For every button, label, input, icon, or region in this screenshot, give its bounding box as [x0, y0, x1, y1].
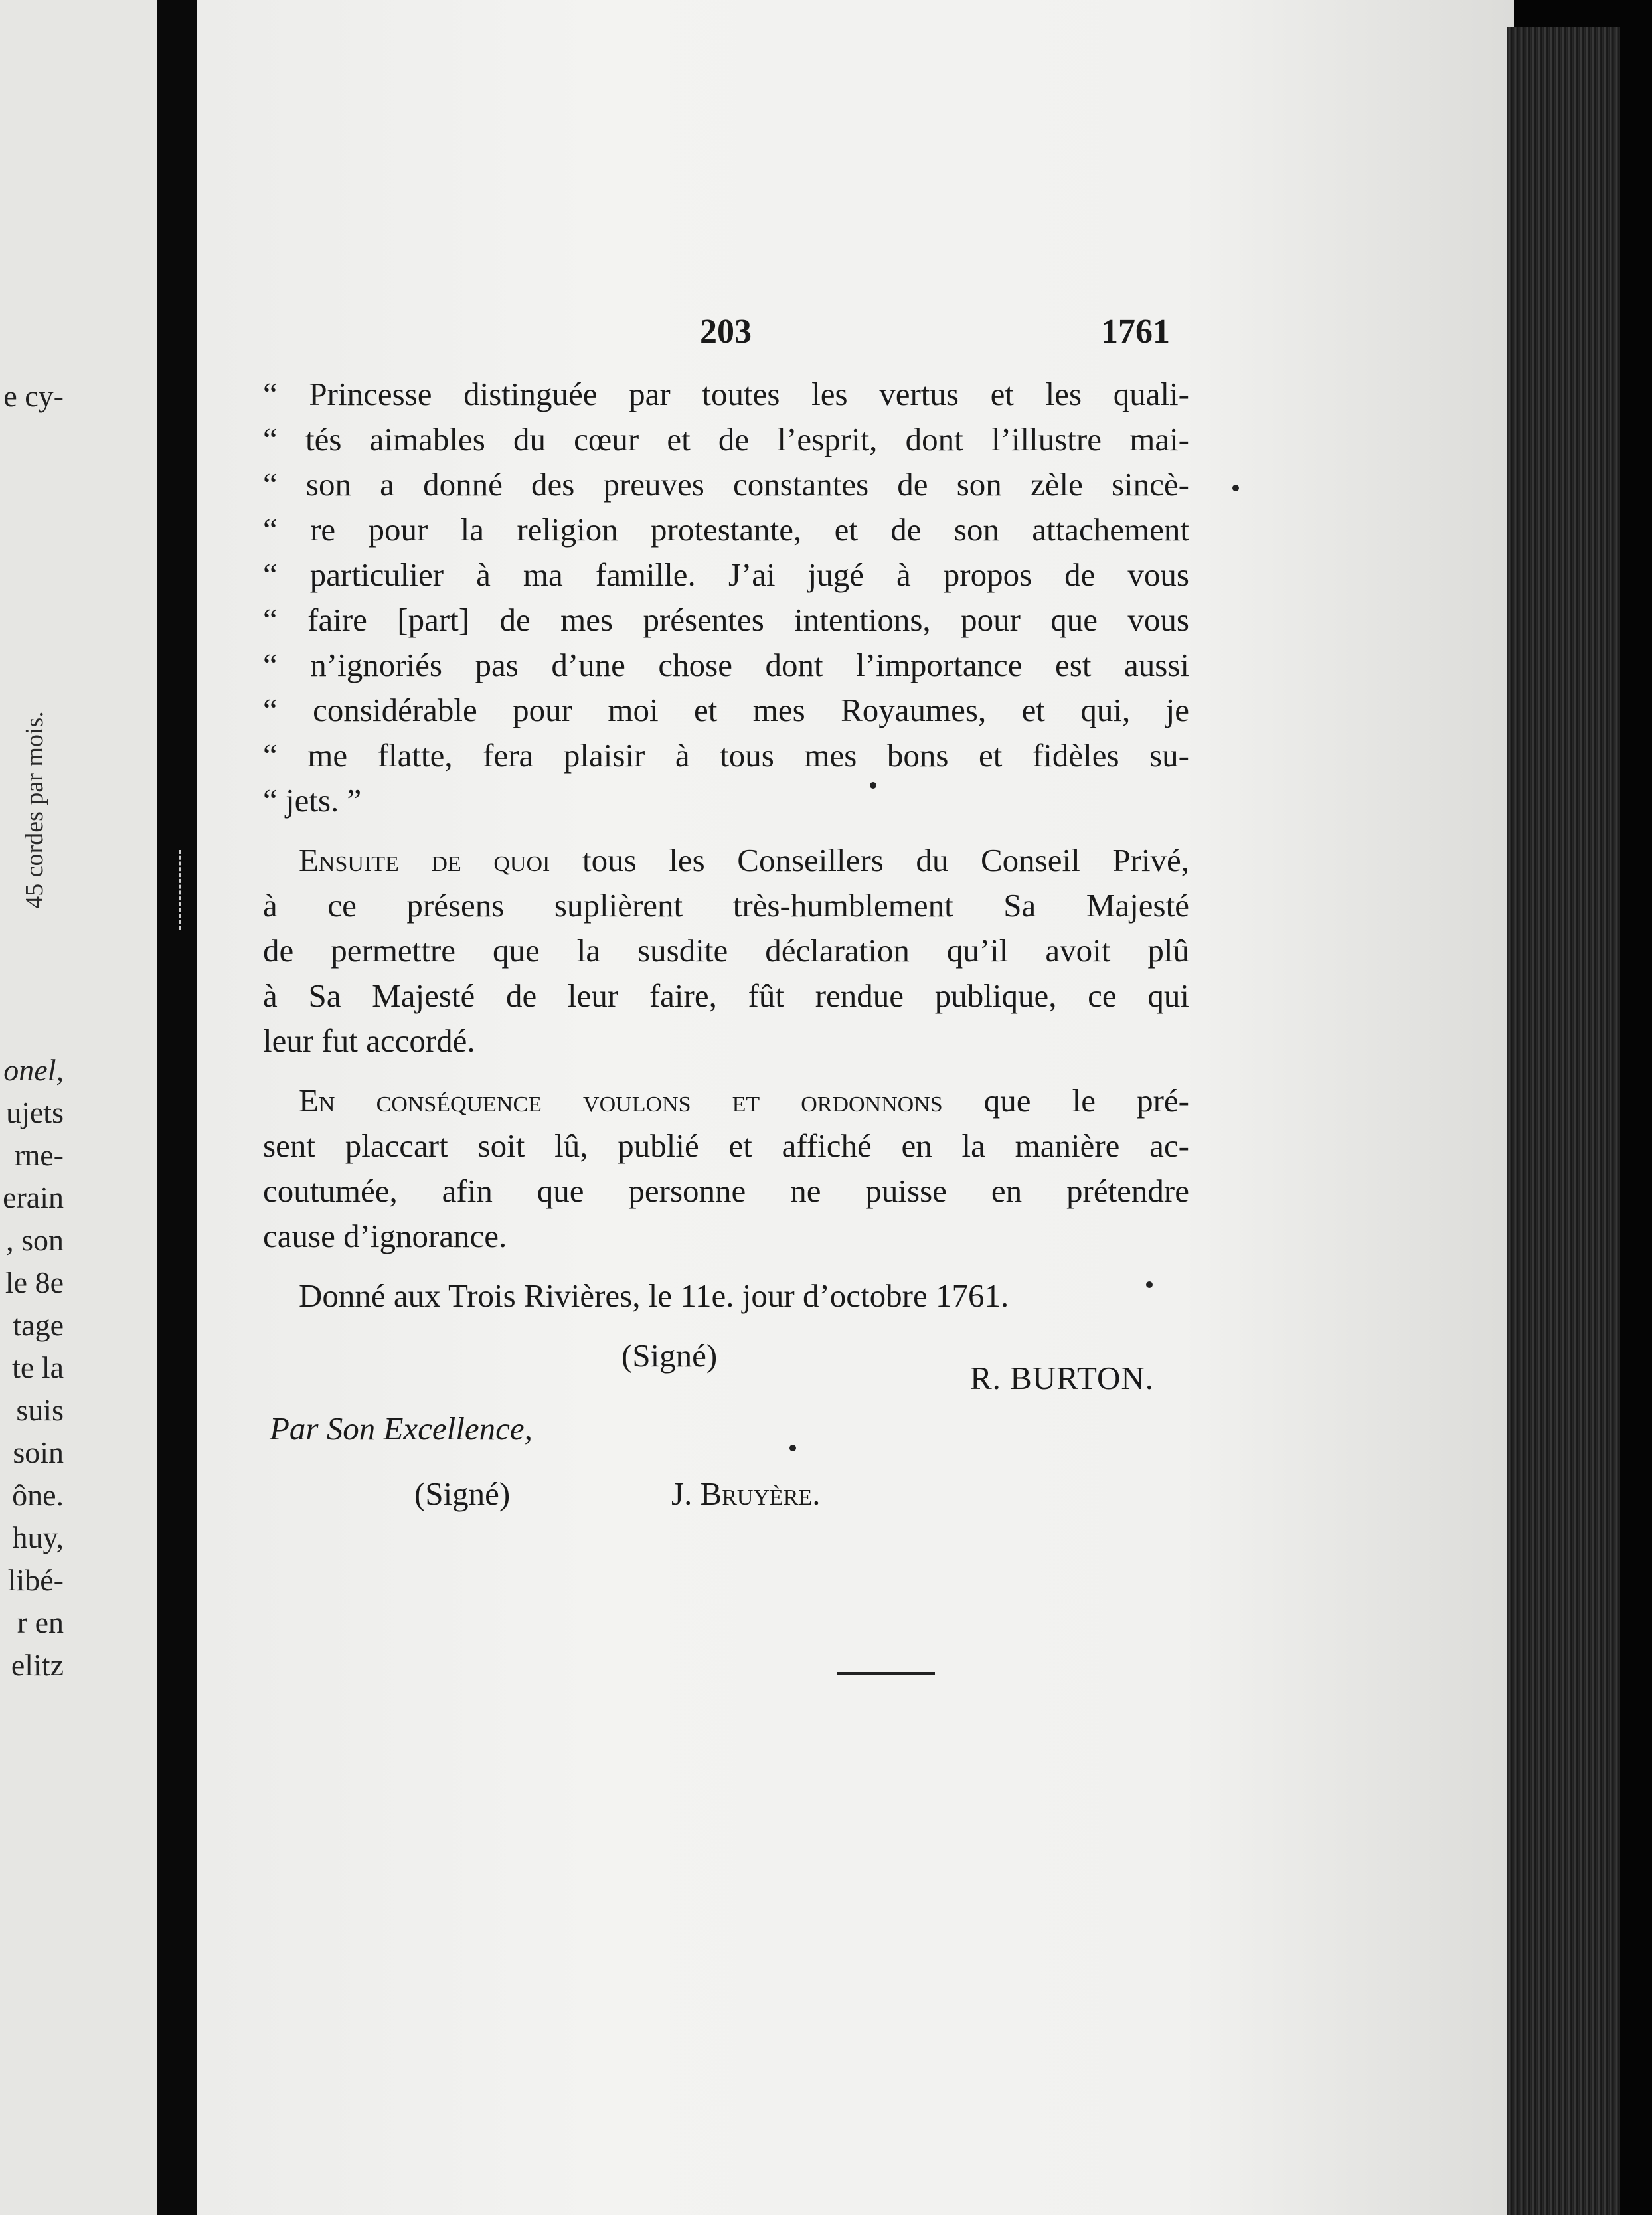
- first-line-rest: tous les Conseillers du Conseil Privé,: [550, 842, 1189, 878]
- signatory-burton: R. BURTON.: [970, 1360, 1155, 1396]
- page-number: 203: [700, 313, 752, 351]
- signed-mark-2: (Signé): [414, 1475, 511, 1512]
- facing-page-line: r en: [17, 1605, 64, 1639]
- council-paragraph: [263, 838, 1189, 1064]
- facing-page-line: libé-: [7, 1563, 64, 1597]
- quote-line: “ jets. ”: [263, 782, 362, 819]
- quote-line: “ son a donné des preuves constantes de son zèle sincè-: [263, 466, 1189, 503]
- page-header: [197, 312, 1514, 359]
- facing-page-line: onel,: [3, 1053, 64, 1087]
- facing-page-line: tage: [13, 1308, 64, 1342]
- main-page: [197, 0, 1514, 2215]
- ink-speck: [870, 782, 876, 789]
- facing-page-line: ujets: [6, 1096, 64, 1129]
- scan-border: [1620, 0, 1652, 2215]
- quote-line: “ re pour la religion protestante, et de son attachement: [263, 511, 1189, 548]
- paragraph-line: cause d’ignorance.: [263, 1218, 507, 1254]
- small-caps-lead: En conséquence voulons et ordonnons: [299, 1082, 943, 1119]
- first-line-rest: que le pré-: [942, 1082, 1189, 1119]
- signed-mark-1: (Signé): [621, 1337, 718, 1374]
- facing-page-line: soin: [13, 1436, 64, 1469]
- facing-page-line: e cy-: [3, 379, 64, 413]
- signature-block: [263, 1333, 1189, 1512]
- book-gutter: [157, 0, 197, 2215]
- ordinance-paragraph: [263, 1078, 1189, 1259]
- paragraph-line: coutumée, afin que personne ne puisse en prétendre: [263, 1173, 1189, 1209]
- page-stack-edge: [1507, 27, 1620, 2215]
- paragraph-first-line: [263, 838, 1189, 883]
- running-head-year: 1761: [1101, 313, 1170, 351]
- given-line: Donné aux Trois Rivières, le 11e. jour d’octobre 1761.: [299, 1277, 1009, 1314]
- facing-page-line: , son: [6, 1223, 64, 1257]
- royal-quote-paragraph: [263, 372, 1189, 823]
- facing-page-line: elitz: [11, 1648, 64, 1682]
- closing-rule: [837, 1672, 935, 1675]
- facing-page-top-text: [0, 375, 157, 418]
- facing-page-bottom-text: [0, 1049, 157, 1686]
- quote-line: “ n’ignoriés pas d’une chose dont l’importance est aussi: [263, 647, 1189, 683]
- facing-page-vertical-note: 45 cordes par mois.: [21, 711, 48, 909]
- quote-line: “ tés aimables du cœur et de l’esprit, dont l’illustre mai-: [263, 421, 1189, 457]
- paragraph-line: à Sa Majesté de leur faire, fût rendue publique, ce qui: [263, 977, 1189, 1014]
- paragraph-first-line: [263, 1078, 1189, 1123]
- dating-paragraph: [263, 1273, 1189, 1319]
- quote-line: “ considérable pour moi et mes Royaumes, et qui, je: [263, 692, 1189, 728]
- ink-speck: [1232, 485, 1239, 491]
- paragraph-line: à ce présens suplièrent très-humblement Sa Majesté: [263, 887, 1189, 924]
- small-caps-lead: Ensuite de quoi: [299, 842, 550, 878]
- signatory-bruyere: J. Bruyère.: [671, 1475, 821, 1512]
- facing-page-line: huy,: [12, 1520, 64, 1554]
- ink-speck: [1146, 1281, 1153, 1288]
- quote-line: “ particulier à ma famille. J’ai jugé à propos de vous: [263, 556, 1189, 593]
- ink-speck: [789, 1445, 796, 1451]
- facing-page-line: te la: [12, 1351, 64, 1384]
- paragraph-line: de permettre que la susdite déclaration qu’il avoit plû: [263, 932, 1189, 969]
- paragraph-line: sent placcart soit lû, publié et affiché en la manière ac-: [263, 1127, 1189, 1164]
- facing-page: [0, 0, 157, 2215]
- paragraph-line: leur fut accordé.: [263, 1023, 475, 1059]
- page-body: [263, 372, 1189, 1512]
- quote-line: “ Princesse distinguée par toutes les vertus et les quali-: [263, 376, 1189, 412]
- quote-line: “ faire [part] de mes présentes intentions, pour que vous: [263, 602, 1189, 638]
- facing-page-line: rne-: [14, 1138, 64, 1172]
- facing-page-line: suis: [16, 1393, 64, 1427]
- by-his-excellency: Par Son Excellence,: [270, 1410, 533, 1447]
- torn-edge: [170, 850, 181, 930]
- facing-page-line: erain: [3, 1181, 64, 1214]
- facing-page-line: le 8e: [5, 1266, 64, 1299]
- facing-page-line: ône.: [12, 1478, 64, 1512]
- quote-line: “ me flatte, fera plaisir à tous mes bons et fidèles su-: [263, 737, 1189, 774]
